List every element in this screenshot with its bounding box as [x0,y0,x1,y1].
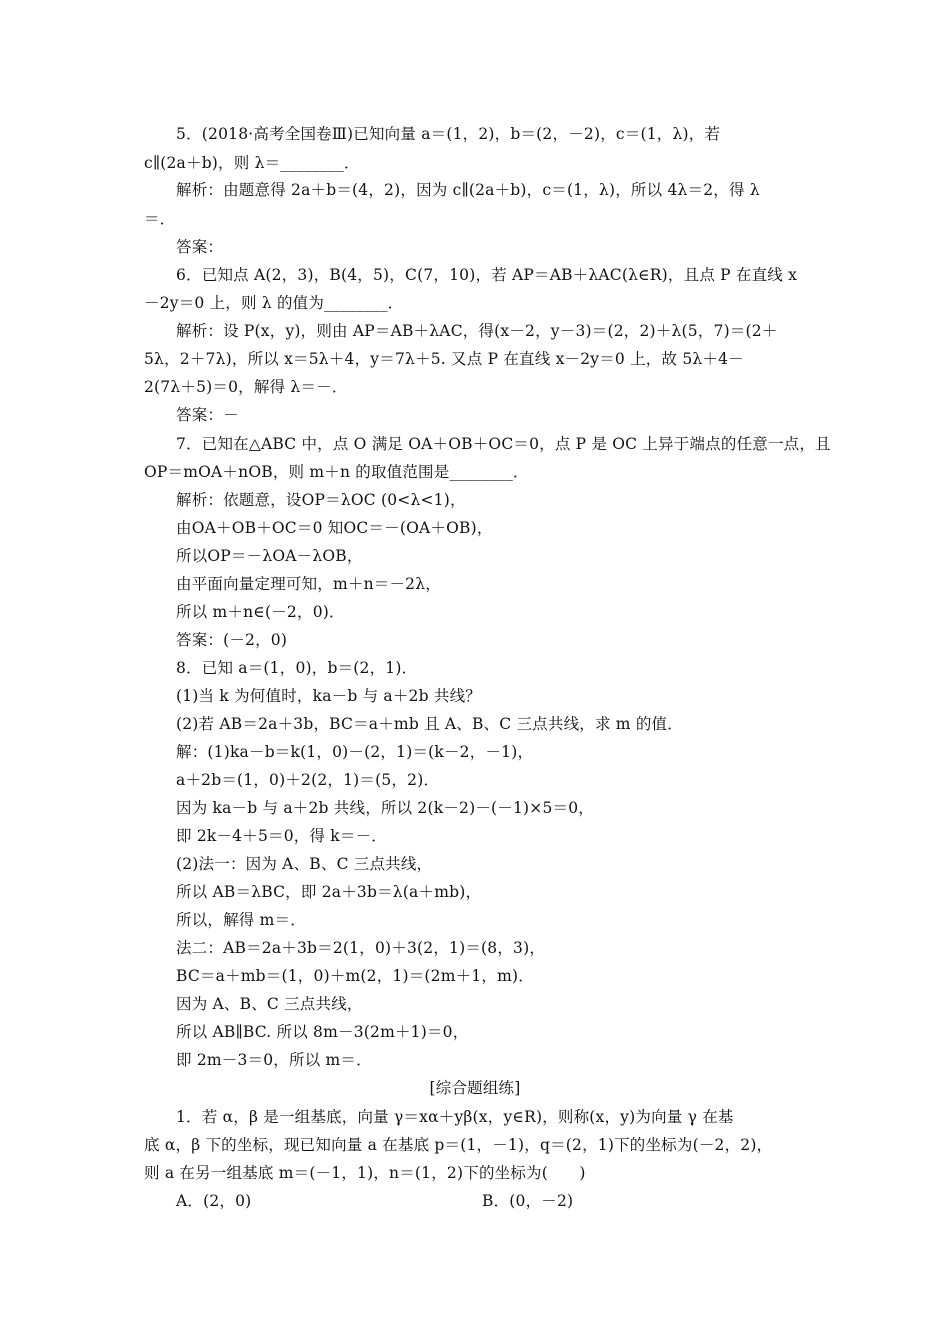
q5-line-2: c∥(2a＋b)，则 λ＝________． [144,154,360,172]
q5-line-1: 5．(2018·高考全国卷Ⅲ)已知向量 a＝(1，2)，b＝(2，－2)，c＝(1，λ)，若 [176,125,721,143]
c1-line-1: 1．若 α，β 是一组基底，向量 γ＝xα＋yβ(x，y∈R)，则称(x，y)为向量 γ 在基 [176,1108,734,1126]
c1-option-b: B．(0，－2) [482,1192,574,1210]
q7-analysis-5: 所以 m＋n∈(－2，0)． [176,603,345,621]
q5-analysis-1: 解析：由题意得 2a＋b＝(4，2)，因为 c∥(2a＋b)，c＝(1，λ)，所以 4λ＝2，得 λ [176,181,760,199]
q8-solution-7: 所以，解得 m＝． [176,911,306,929]
q6-analysis-2: 5λ，2＋7λ)，所以 x＝5λ＋4，y＝7λ＋5. 又点 P 在直线 x－2y＝0 上，故 5λ＋4－ [144,350,744,368]
q6-analysis-3: 2(7λ＋5)＝0，解得 λ＝－． [144,378,348,396]
c1-line-3: 则 a 在另一组基底 m＝(－1，1)，n＝(1，2)下的坐标为( ) [144,1164,586,1182]
q5-answer: 答案： [176,238,224,256]
q6-analysis-1: 解析：设 P(x，y)，则由 AP＝AB＋λAC，得(x－2，y－3)＝(2，2)＋λ(5，7)＝(2＋ [176,322,778,340]
q8-solution-3: 因为 ka－b 与 a＋2b 共线，所以 2(k－2)－(－1)×5＝0， [176,799,594,817]
q8-part-1: (1)当 k 为何值时，ka－b 与 a＋2b 共线？ [176,687,481,705]
q7-answer: 答案：(－2，0) [176,631,288,649]
q7-line-2: OP＝mOA＋nOB，则 m＋n 的取值范围是________． [144,463,529,481]
q7-analysis-3: 所以OP＝－λOA－λOB， [176,547,363,565]
c1-line-2: 底 α，β 下的坐标，现已知向量 a 在基底 p＝(1，－1)，q＝(2，1)下的坐标为(－2，2)， [144,1136,773,1154]
q8-solution-11: 所以 AB∥BC. 所以 8m－3(2m＋1)＝0， [176,1023,469,1041]
q8-solution-9: BC＝a＋mb＝(1，0)＋m(2，1)＝(2m＋1，m)． [176,967,534,985]
q8-part-2: (2)若 AB＝2a＋3b，BC＝a＋mb 且 A、B、C 三点共线，求 m 的值． [176,715,683,733]
section-heading: [综合题组练] [429,1079,521,1097]
q6-line-1: 6．已知点 A(2，3)，B(4，5)，C(7，10)，若 AP＝AB＋λAC(λ∈R)，且点 P 在直线 x [176,266,798,284]
q8-solution-10: 因为 A、B、C 三点共线， [176,995,363,1013]
q8-solution-5: (2)法一：因为 A、B、C 三点共线， [176,855,433,873]
q6-answer: 答案：－ [176,406,239,424]
c1-option-a: A．(2，0) [176,1192,252,1210]
q8-line-1: 8．已知 a＝(1，0)，b＝(2，1)． [176,659,418,677]
q8-solution-4: 即 2k－4＋5＝0，得 k＝－． [176,827,387,845]
q5-analysis-2: ＝． [144,210,176,228]
q7-analysis-2: 由OA＋OB＋OC＝0 知OC＝－(OA＋OB)， [176,519,493,537]
q7-line-1: 7．已知在△ABC 中，点 O 满足 OA＋OB＋OC＝0，点 P 是 OC 上异于端点的任意一点，且 [176,435,831,453]
q6-line-2: －2y＝0 上，则 λ 的值为________． [144,294,404,312]
q7-analysis-4: 由平面向量定理可知，m＋n＝－2λ， [176,575,441,593]
q7-analysis-1: 解析：依题意，设OP＝λOC (0<λ<1)， [176,491,466,509]
q8-solution-6: 所以 AB＝λBC，即 2a＋3b＝λ(a＋mb)， [176,883,482,901]
q8-solution-2: a＋2b＝(1，0)＋2(2，1)＝(5，2)． [176,771,440,789]
q8-solution-8: 法二：AB＝2a＋3b＝2(1，0)＋3(2，1)＝(8，3)， [176,939,546,957]
q8-solution-1: 解：(1)ka－b＝k(1，0)－(2，1)＝(k－2，－1)， [176,743,534,761]
q8-solution-12: 即 2m－3＝0，所以 m＝． [176,1051,372,1069]
